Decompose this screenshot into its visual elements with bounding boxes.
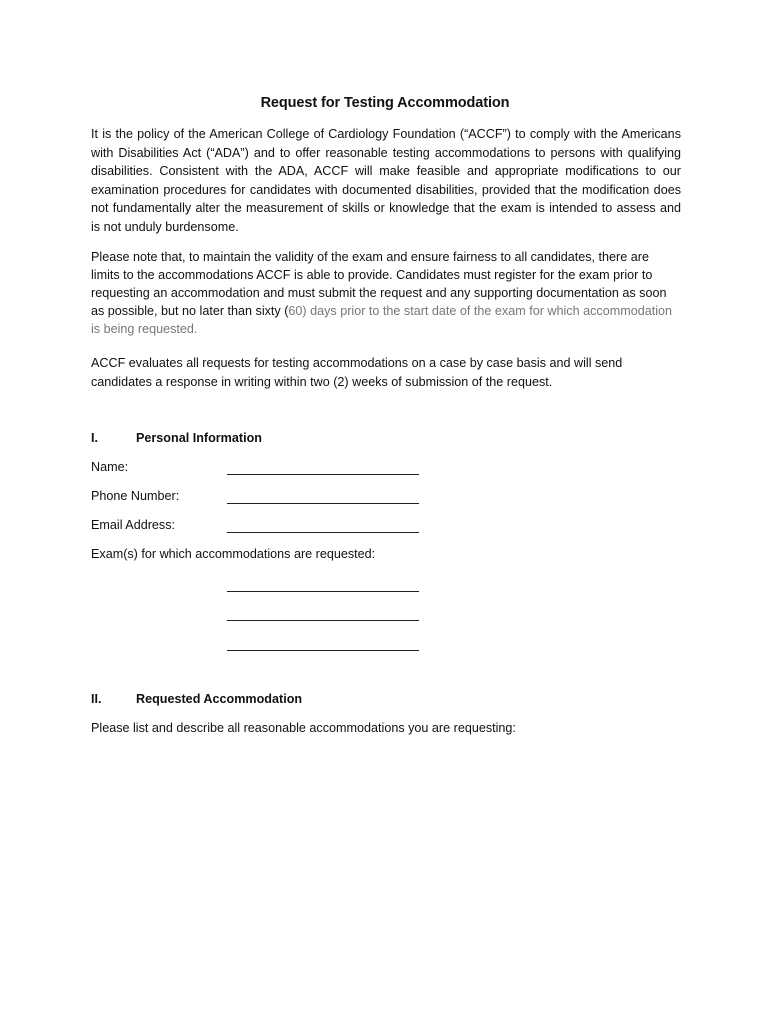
- accommodations-prompt: Please list and describe all reasonable accommodations you are requesting:: [91, 721, 516, 735]
- name-label: Name:: [91, 460, 129, 474]
- limits-paragraph-main: Please note that, to maintain the validity of the exam and ensure fairness to all candidates, there are limits to the accommodations ACCF is able to provide. Candidates must register for the exam prior to requesting an accommodation and must submit the request and any supporting documentation as soon as possible, but no later than sixty (: [91, 250, 667, 318]
- section-number: II.: [91, 692, 102, 706]
- email-input-line[interactable]: [227, 532, 419, 533]
- phone-input-line[interactable]: [227, 503, 419, 504]
- exam-input-line-1[interactable]: [227, 591, 419, 592]
- evaluation-paragraph: ACCF evaluates all requests for testing accommodations on a case by case basis and will send candidates a response in writing within two (2) weeks of submission of the request.: [91, 356, 623, 389]
- section-requested-accommodation: [91, 692, 302, 706]
- email-field-row: [91, 518, 431, 538]
- section-heading: Requested Accommodation: [136, 692, 303, 706]
- phone-field-row: [91, 489, 431, 509]
- section-heading: Personal Information: [136, 431, 262, 445]
- exam-input-line-3[interactable]: [227, 650, 419, 651]
- document-title: Request for Testing Accommodation: [260, 95, 510, 111]
- limits-paragraph-deadline: 60) days prior to the start date of the exam for which accommodation is being requested.: [91, 304, 673, 336]
- limits-paragraph: [91, 248, 681, 338]
- phone-label: Phone Number:: [91, 489, 180, 503]
- email-label: Email Address:: [91, 518, 175, 532]
- exam-input-line-2[interactable]: [227, 620, 419, 621]
- name-field-row: [91, 460, 431, 480]
- policy-paragraph: It is the policy of the American College of Cardiology Foundation (“ACCF”) to comply with the Americans with Disabilities Act (“ADA”) and to offer reasonable testing accommodations to persons with qualifying disabilities. Consistent with the ADA, ACCF will make feasible and appropriate modifications to our examination procedures for candidates with documented disabilities, provided that the modification does not fundamentally alter the measurement of skills or knowledge that the exam is intended to assess and is not unduly burdensome.: [91, 127, 681, 234]
- name-input-line[interactable]: [227, 474, 419, 475]
- section-number: I.: [91, 431, 98, 445]
- section-personal-information: [91, 431, 262, 445]
- exams-label: Exam(s) for which accommodations are requested:: [91, 547, 376, 561]
